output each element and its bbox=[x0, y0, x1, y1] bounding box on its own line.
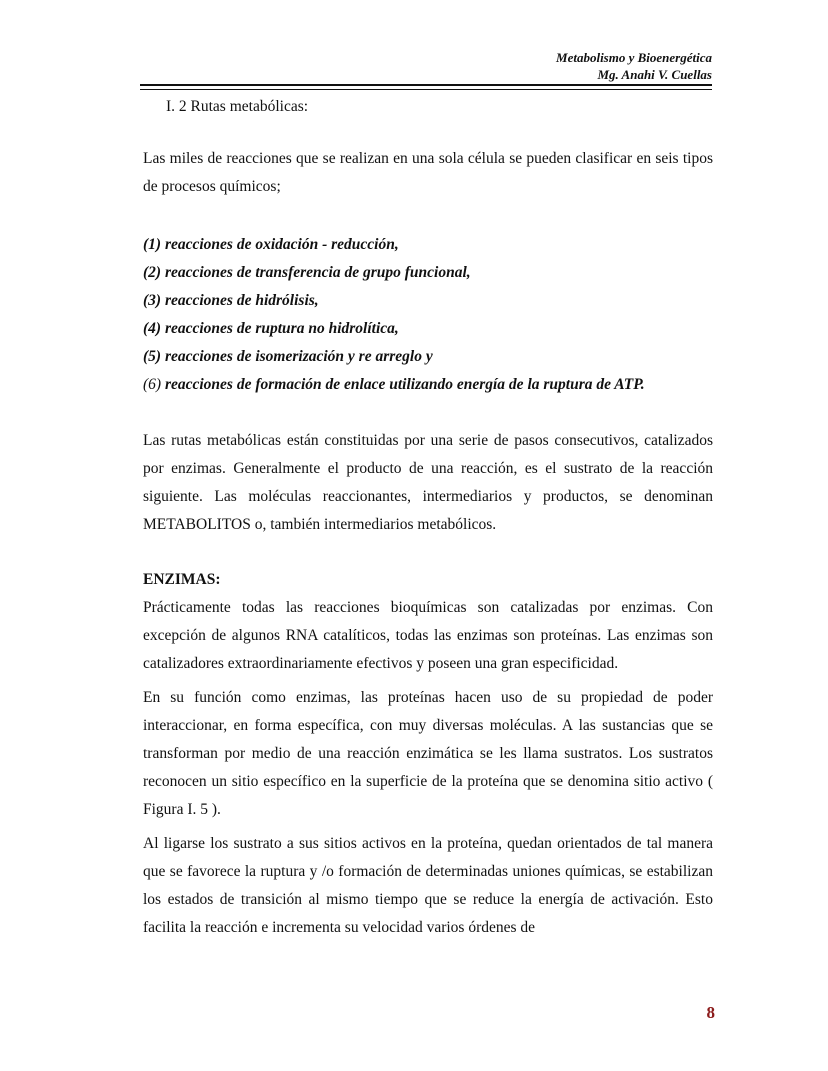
enzimas-paragraph-3: Al ligarse los sustrato a sus sitios activos en la proteína, quedan orientados de tal manera que se favorece la ruptura y /o formación de determinadas uniones químicas, se estabilizan los estados de transición al mismo tiempo que se reduce la energía de activación. Esto facilita la reacción e incrementa su velocidad varios órdenes de bbox=[143, 835, 713, 936]
section-title: I. 2 Rutas metabólicas: bbox=[166, 98, 309, 115]
enzimas-paragraph-1: Prácticamente todas las reacciones bioquímicas son catalizadas por enzimas. Con excepción de algunos RNA catalíticos, todas las enzimas son proteínas. Las enzimas son catalizadores extraordinariamente efectivos y poseen una gran especificidad. bbox=[143, 599, 713, 672]
enzimas-paragraph-2: En su función como enzimas, las proteínas hacen uso de su propiedad de poder interaccionar, en forma específica, con muy diversas moléculas. A las sustancias que se transforman por medio de una reacción enzimática se les llama sustratos. Los sustratos reconocen un sitio específico en la superficie de la proteína que se denomina sitio activo ( Figura I. 5 ). bbox=[143, 689, 713, 818]
enzimas-heading: ENZIMAS: bbox=[143, 571, 221, 588]
page-number: 8 bbox=[706, 1003, 715, 1022]
page-body bbox=[143, 93, 713, 942]
reaction-types-list bbox=[143, 231, 713, 399]
reaction-item: (1) reacciones de oxidación - reducción, bbox=[143, 236, 399, 253]
intro-paragraph: Las miles de reacciones que se realizan en una sola célula se pueden clasificar en seis tipos de procesos químicos; bbox=[143, 150, 713, 195]
reaction-item: (2) reacciones de transferencia de grupo funcional, bbox=[143, 264, 471, 281]
header-rule-thin bbox=[140, 89, 712, 90]
header-course-title: Metabolismo y Bioenergética bbox=[556, 50, 712, 65]
header-rule-thick bbox=[140, 84, 712, 86]
header-author: Mg. Anahi V. Cuellas bbox=[597, 67, 712, 82]
running-header bbox=[556, 49, 712, 83]
reaction-item: (6) reacciones de formación de enlace utilizando energía de la ruptura de ATP. bbox=[143, 376, 645, 393]
metabolic-routes-paragraph: Las rutas metabólicas están constituidas por una serie de pasos consecutivos, catalizados por enzimas. Generalmente el producto de una reacción, es el sustrato de la reacción siguiente. Las moléculas reaccionantes, intermediarios y productos, se denominan METABOLITOS o, también intermediarios metabólicos. bbox=[143, 432, 713, 533]
reaction-item: (5) reacciones de isomerización y re arreglo y bbox=[143, 348, 433, 365]
reaction-item: (3) reacciones de hidrólisis, bbox=[143, 292, 319, 309]
reaction-item: (4) reacciones de ruptura no hidrolítica, bbox=[143, 320, 399, 337]
